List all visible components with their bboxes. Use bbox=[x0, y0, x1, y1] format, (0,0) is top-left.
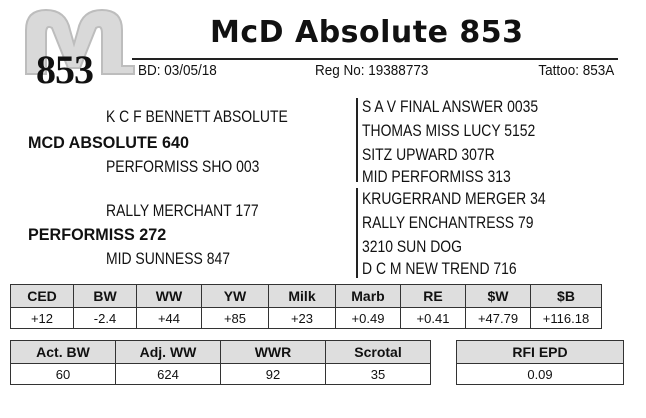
epd-header-marb: Marb bbox=[336, 285, 401, 308]
sire: MCD ABSOLUTE 640 bbox=[28, 133, 189, 152]
performance-header-row bbox=[11, 341, 431, 364]
performance-value-row bbox=[11, 364, 431, 385]
pedigree-bracket-bottom bbox=[356, 188, 358, 278]
epd-header-row bbox=[11, 285, 602, 308]
dam-sire: RALLY MERCHANT 177 bbox=[106, 201, 259, 220]
pedigree-right-3: SITZ UPWARD 307R bbox=[362, 145, 495, 164]
perf-header-scrotal: Scrotal bbox=[326, 341, 431, 364]
pedigree-right-4: MID PERFORMISS 313 bbox=[362, 167, 511, 186]
epd-header-ww: WW bbox=[137, 285, 202, 308]
epd-value-bw: -2.4 bbox=[74, 308, 137, 329]
sire-dam: PERFORMISS SHO 003 bbox=[106, 157, 260, 176]
epd-value-row bbox=[11, 308, 602, 329]
rfi-value: 0.09 bbox=[457, 364, 624, 385]
pedigree-right-6: RALLY ENCHANTRESS 79 bbox=[362, 213, 534, 232]
epd-value-re: +0.41 bbox=[401, 308, 466, 329]
epd-header-yw: YW bbox=[202, 285, 269, 308]
epd-header-b: $B bbox=[531, 285, 602, 308]
epd-header-re: RE bbox=[401, 285, 466, 308]
dam: PERFORMISS 272 bbox=[28, 225, 167, 244]
perf-header-adj-ww: Adj. WW bbox=[116, 341, 221, 364]
dam-dam: MID SUNNESS 847 bbox=[106, 249, 230, 268]
perf-value-wwr: 92 bbox=[221, 364, 326, 385]
pedigree-right-8: D C M NEW TREND 716 bbox=[362, 259, 517, 278]
sire-sire: K C F BENNETT ABSOLUTE bbox=[106, 107, 288, 126]
epd-value-b: +116.18 bbox=[531, 308, 602, 329]
tattoo: Tattoo: 853A bbox=[538, 62, 614, 79]
perf-value-adj-ww: 624 bbox=[116, 364, 221, 385]
title-divider bbox=[132, 58, 618, 60]
animal-title: McD Absolute 853 bbox=[210, 15, 524, 50]
rfi-header-row bbox=[457, 341, 624, 364]
perf-header-act-bw: Act. BW bbox=[11, 341, 116, 364]
perf-value-scrotal: 35 bbox=[326, 364, 431, 385]
epd-value-ced: +12 bbox=[11, 308, 74, 329]
pedigree-right-5: KRUGERRAND MERGER 34 bbox=[362, 189, 546, 208]
epd-value-ww: +44 bbox=[137, 308, 202, 329]
epd-header-w: $W bbox=[466, 285, 531, 308]
pedigree-right-7: 3210 SUN DOG bbox=[362, 237, 462, 256]
epd-header-milk: Milk bbox=[269, 285, 336, 308]
epd-value-milk: +23 bbox=[269, 308, 336, 329]
rfi-header: RFI EPD bbox=[457, 341, 624, 364]
pedigree-right-2: THOMAS MISS LUCY 5152 bbox=[362, 121, 536, 140]
pedigree-right-1: S A V FINAL ANSWER 0035 bbox=[362, 97, 539, 116]
perf-value-act-bw: 60 bbox=[11, 364, 116, 385]
epd-value-marb: +0.49 bbox=[336, 308, 401, 329]
performance-table bbox=[10, 340, 431, 385]
lot-number: 853 bbox=[36, 47, 93, 92]
epd-table bbox=[10, 284, 602, 329]
pedigree-bracket-top bbox=[356, 98, 358, 182]
birth-date: BD: 03/05/18 bbox=[138, 62, 217, 79]
epd-header-ced: CED bbox=[11, 285, 74, 308]
rfi-value-row bbox=[457, 364, 624, 385]
epd-value-yw: +85 bbox=[202, 308, 269, 329]
epd-header-bw: BW bbox=[74, 285, 137, 308]
info-row bbox=[138, 62, 614, 79]
perf-header-wwr: WWR bbox=[221, 341, 326, 364]
registration-number: Reg No: 19388773 bbox=[314, 62, 429, 79]
epd-value-w: +47.79 bbox=[466, 308, 531, 329]
rfi-table bbox=[456, 340, 624, 385]
